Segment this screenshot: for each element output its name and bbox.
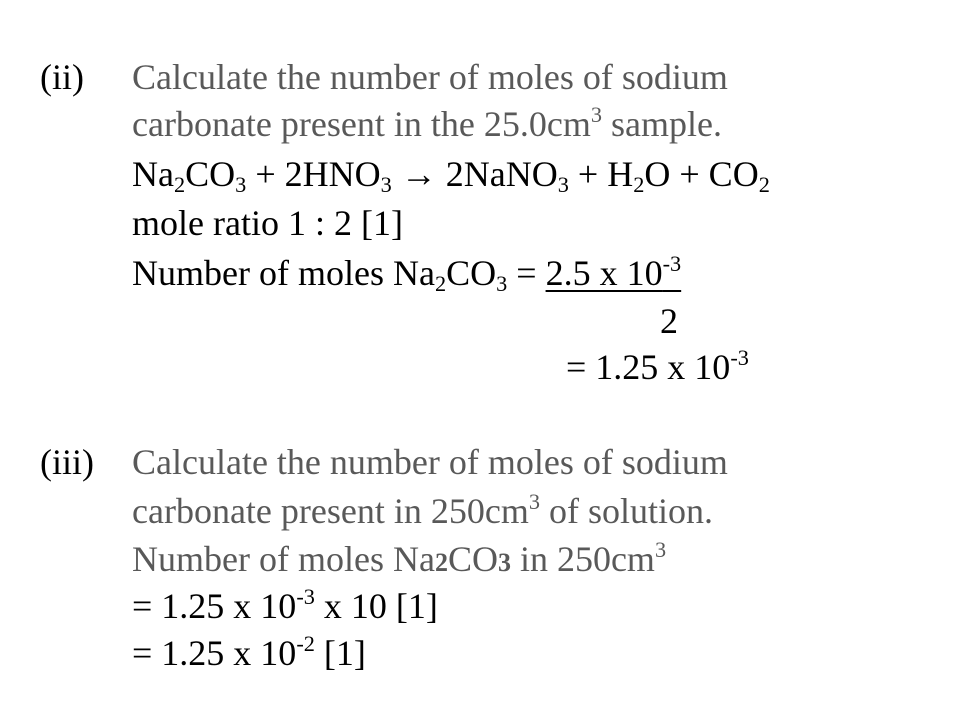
moles-calculation: Number of moles $Na_2CO_3 = 2.5$ x $10^{-3}$ [132,251,682,297]
part-iii-calc-line1: = 1.25 x $10^{-3}$ x 10 [1] [132,584,438,626]
part-iii-calc-line2: = 1.25 x $10^{-2}$ [1] [132,631,366,673]
part-ii-question-line2: carbonate present in the $25.0cm^3$ sample. [132,102,722,144]
part-iii-moles-heading: Number of moles Na2CO3 in $250cm^3$ [132,537,667,579]
part-iii-question-line1: Calculate the number of moles of sodium [132,442,728,482]
part-iii-label: (iii) [40,442,94,482]
part-iii-question-line2: carbonate present in $250cm^3$ of solution. [132,489,714,531]
part-ii-question-line1: Calculate the number of moles of sodium [132,57,728,97]
part-ii-label: (ii) [40,57,84,97]
moles-result: = 1.25 x $10^{-3}$ [566,345,749,387]
chemical-equation: $Na_2CO_3 + 2HNO_3$ → 2NaNO$_3$ + $H_2O + CO_2$ [132,154,770,198]
fraction-numerator: 2.5 x $10^{-3}$ [545,251,682,293]
mole-ratio: mole ratio 1 : 2 [1] [132,203,403,243]
fraction-denominator: 2 [660,301,678,341]
